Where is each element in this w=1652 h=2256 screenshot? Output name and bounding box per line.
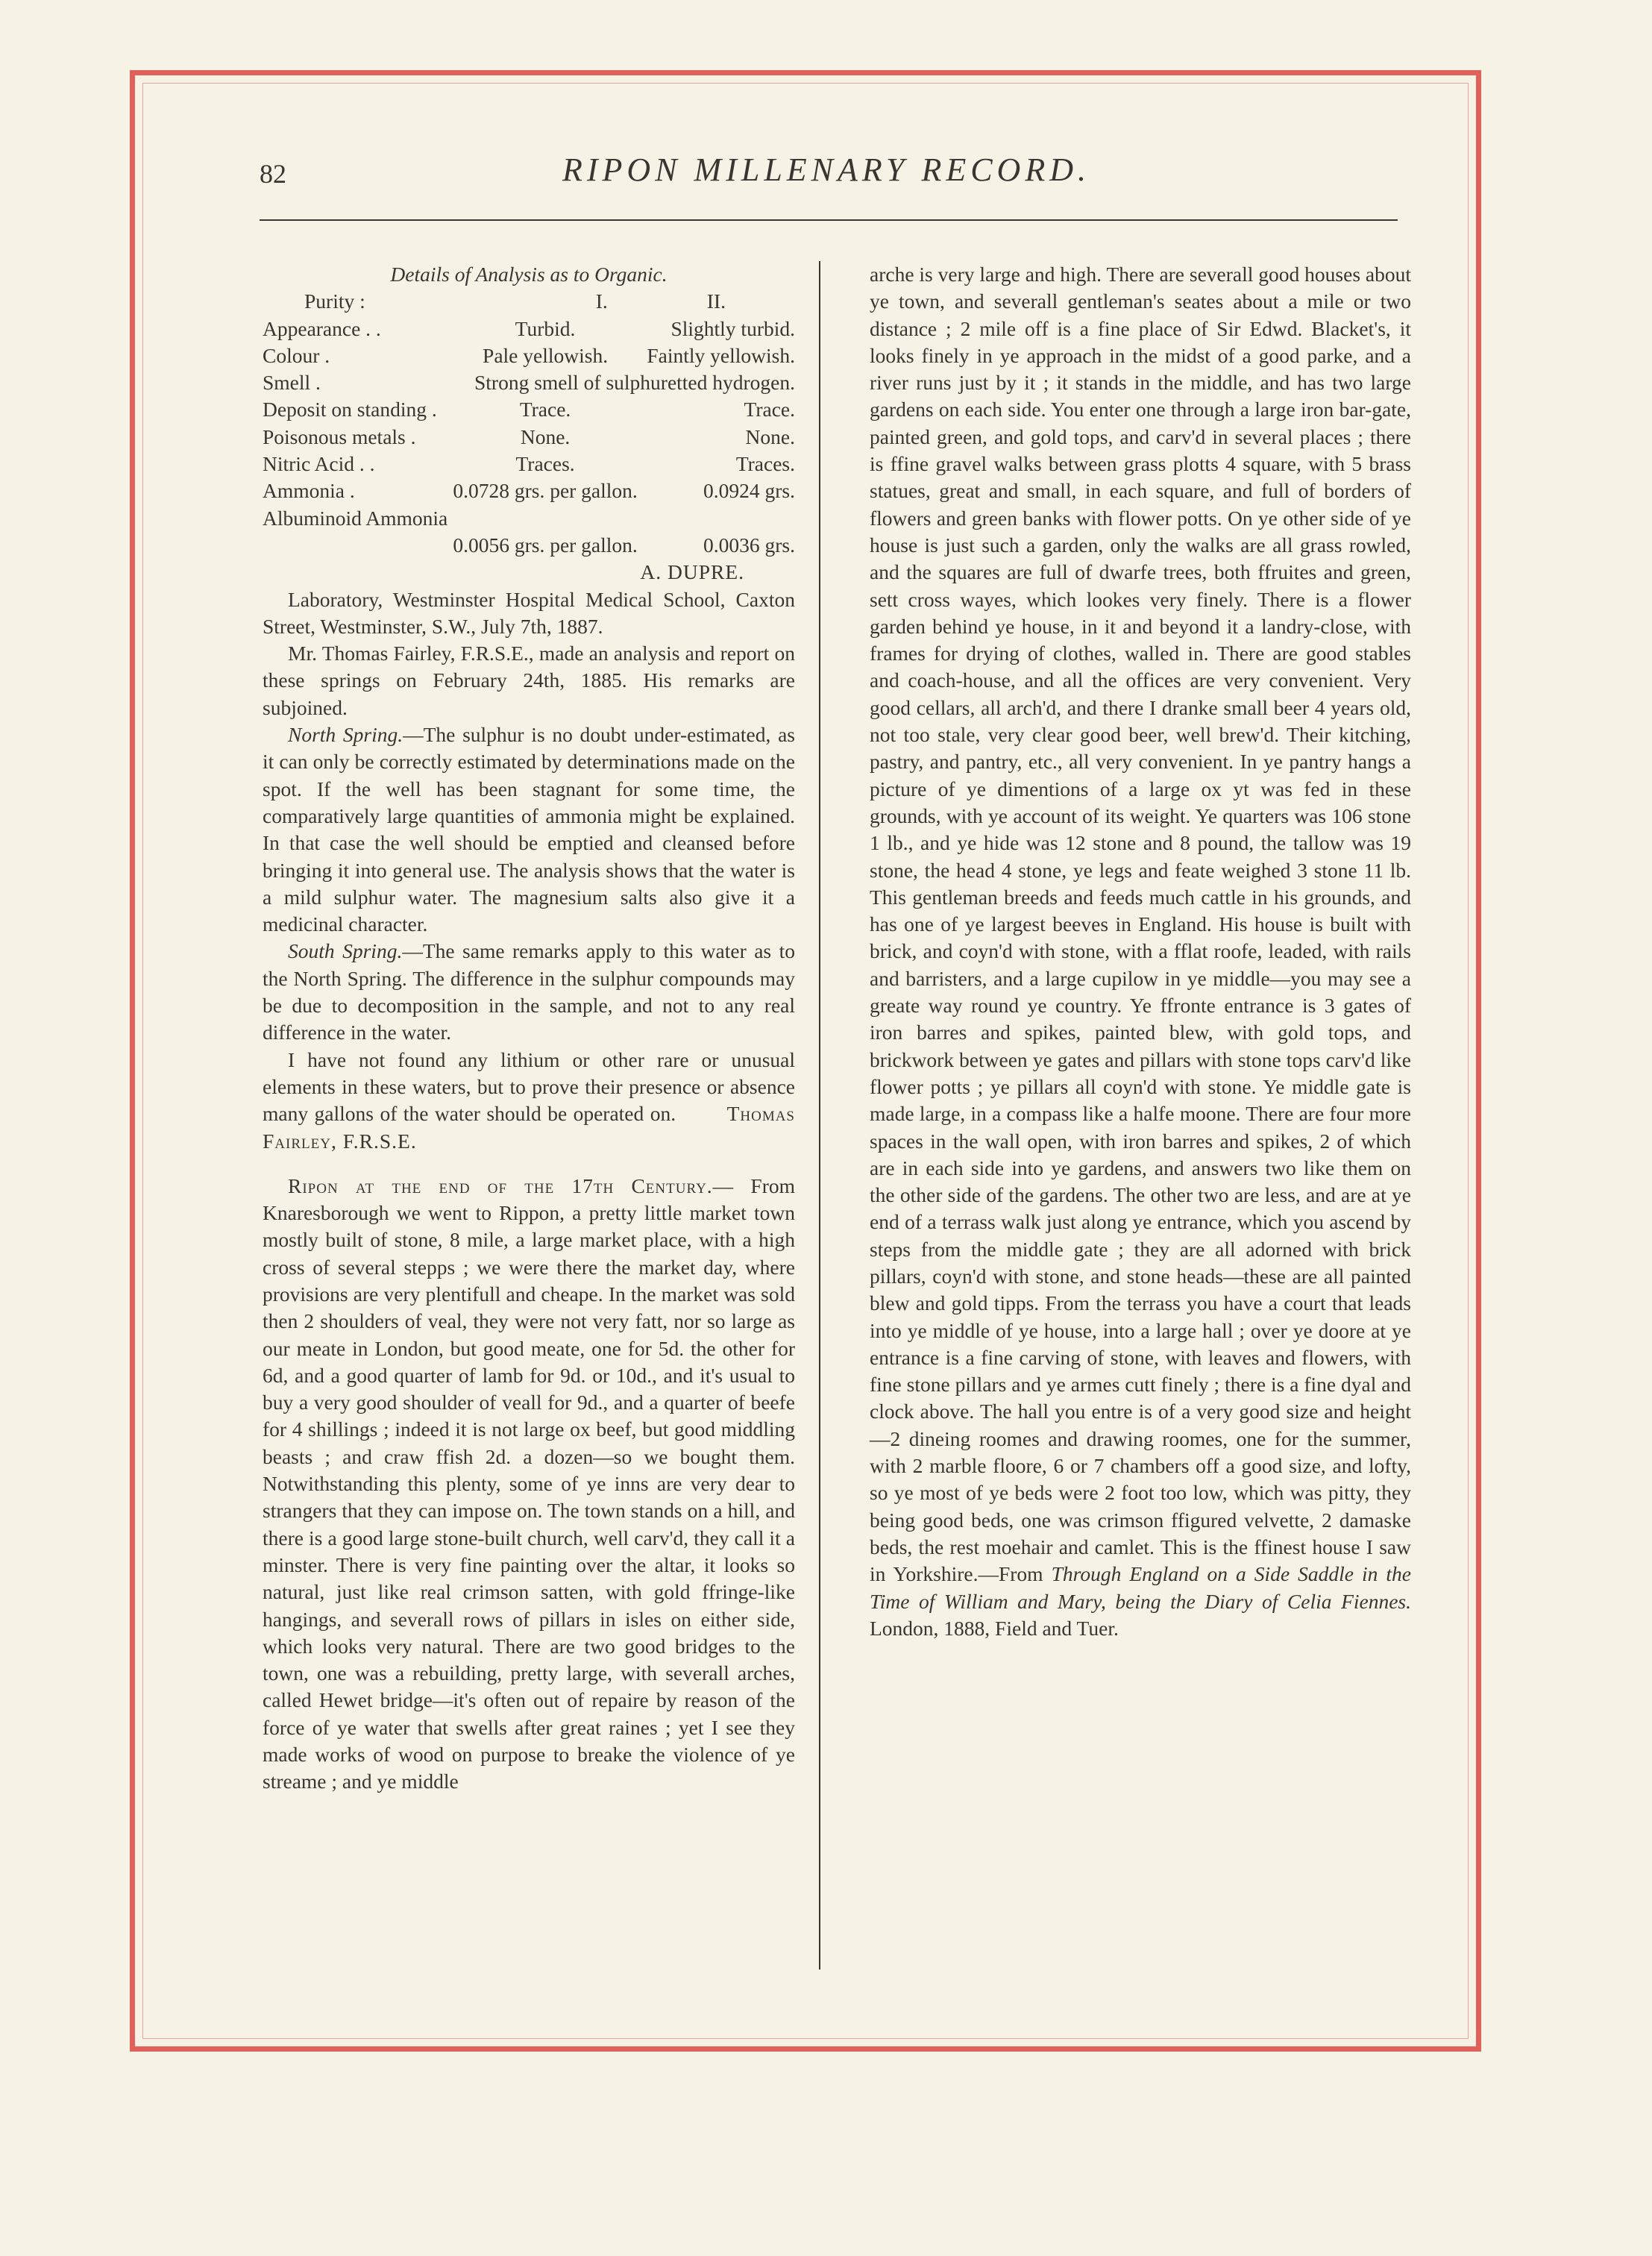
analysis-row-i: Pale yellowish. <box>483 343 609 367</box>
analysis-row-i: Trace. <box>519 398 571 422</box>
running-title: RIPON MILLENARY RECORD. <box>562 151 1090 188</box>
south-spring-text: —The same remarks apply to this water as to the North Spring. The difference in the sulphur compounds may be due to decomposition in the sample, and not to any real difference in the water. <box>263 939 795 1044</box>
analysis-row-label: Colour . <box>263 343 330 367</box>
header-rule <box>260 219 1398 221</box>
lithium-text: I have not found any lithium or other rare or unusual elements in these waters, but to prove their presence or absence many gallons of the water should be operated on. <box>263 1047 795 1126</box>
analysis-row-label <box>263 532 453 559</box>
analysis-row <box>263 369 795 396</box>
analysis-row <box>263 477 795 504</box>
analysis-row-label: Appearance . . <box>263 316 381 340</box>
analysis-row-label: Deposit on standing . <box>263 398 437 422</box>
laboratory-address: Laboratory, Westminster Hospital Medical School, Caxton Street, Westminster, S.W., July 7th, 1887. <box>263 587 795 638</box>
analysis-table <box>263 288 795 559</box>
page-header <box>260 146 1393 198</box>
analysis-row-ii: Slightly turbid. <box>670 316 795 340</box>
analysis-header-i: I. <box>595 289 608 313</box>
analysis-row <box>263 316 795 342</box>
analysis-row-i <box>453 505 637 532</box>
analysis-row <box>263 532 795 559</box>
analysis-header-ii: II. <box>706 289 726 313</box>
left-column <box>263 261 795 1796</box>
lithium-paragraph <box>263 1047 795 1155</box>
south-spring-title: South Spring. <box>288 939 403 963</box>
analysis-header-row <box>263 288 795 315</box>
right-column-text: arche is very large and high. There are severall good houses about ye town, and severall gentleman's seates about a mile or two distance ; 2 mile off is a fine place of Sir Edwd. Blacket's, it looks finely in ye approach in the midst of a good parke, and a river runs just by it ; it stands in the middle, and has two large gardens on each side. You enter one through a large iron bar-gate, painted green, and gold tops, and carv'd in several places ; there is ffine gravel walks between grass plotts 4 square, with 5 brass statues, great and small, in each square, and full of borders of flowers and green banks with flower potts. On ye other side of ye house is just such a garden, only the walks are all grass rowled, and the squares are full of dwarfe trees, both ffruites and green, sett cross wayes, which lookes very finely. There is a flower garden behind ye house, in it and beyond it a landry-close, with frames for drying of clothes, walled in. There are good stables and coach-house, and all the offices are very convenient. Very good cellars, all arch'd, and there I dranke small beer 4 years old, not too stale, very clear good beer, well brew'd. Their kitching, pastry, and pantry, etc., all very convenient. In ye pantry hangs a picture of ye dimentions of a large ox yt was fed in these grounds, with ye account of its weight. Ye quarters was 106 stone 1 lb., and ye hide was 12 stone and 8 pound, the tallow was 19 stone, the head 4 stone, ye legs and feate weighed 3 stone 11 lb. This gentleman breeds and feeds much cattle in his grounds, and has one of ye largest beeves in England. His house is built with brick, and coyn'd with stone, with a fflat roofe, leaded, with rails and barristers, and a large cupilow in ye middle—you may see a greate way round ye country. Ye ffronte entrance is 3 gates of iron barres and spikes, painted blew, with gold tops, and brickwork between ye gates and pillars with stone tops carv'd like flower potts ; ye pillars all coyn'd with stone. Ye middle gate is made large, in a compass like a halfe moone. There are four more spaces in the wall open, with iron barres and spikes, 2 of which are in each side into ye gardens, and answers two like them on the other side of the gardens. The other two are less, and are at ye end of a terrass walk just along ye entrance, which you ascend by steps from the middle gate ; they are all adorned with brick pillars, coyn'd with stone, and stone heads—these are all painted blew and gold tipps. From the terrass you have a court that leads into ye middle of ye house, into a large hall ; over ye doore at ye entrance is a fine carving of stone, with leaves and flowers, with fine stone pillars and ye armes cutt finely ; there is a fine dyal and clock above. The hall you entre is of a very good size and height —2 dineing roomes and drawing roomes, one for the summer, with 2 marble floore, 6 or 7 chambers off a good size, and lofty, so ye most of ye beds were 2 foot too low, which was pitty, they being good beds, one was crimson ffigured velvette, 2 damaske beds, the rest moehair and camlet. This is the ffinest house I saw in Yorkshire.—From <box>870 263 1411 1586</box>
source-title: Through England on a Side Saddle in the Time of William and Mary, being the Diary of Celia Fiennes. <box>870 1562 1412 1613</box>
analysis-row-label: Smell . <box>263 371 321 395</box>
analysis-row <box>263 505 795 532</box>
source-tail: London, 1888, Field and Tuer. <box>870 1616 1119 1640</box>
page-number: 82 <box>260 159 286 189</box>
analysis-row-i: None. <box>520 424 571 448</box>
fairley-intro: Mr. Thomas Fairley, F.R.S.E., made an analysis and report on these springs on February 24th, 1885. His remarks are subjoined. <box>263 642 795 719</box>
analysis-row-i: 0.0728 grs. per gallon. <box>453 479 638 503</box>
analysis-row-ii: Traces. <box>735 452 795 476</box>
analysis-row-ii: 0.0924 grs. <box>703 479 795 503</box>
analysis-row-ii <box>638 505 795 532</box>
analysis-row-i: Turbid. <box>515 316 576 340</box>
ripon-text: From Knaresborough we went to Rippon, a pretty little market town mostly built of stone, 8 mile, a large market place, with a high cross of several stepps ; we were there the market day, where provisions are very plentifull and cheape. In the market was sold then 2 shoulders of veal, they were not very fatt, nor so large as our meate in London, but good meate, one for 5d. the other for 6d, and a good quarter of lamb for 9d. or 10d., and it's usual to buy a very good shoulder of veall for 9d., and a quarter of beefe for 4 shillings ; indeed it is not large ox beef, but good middling beasts ; and craw ffish 2d. a dozen—so we bought them. Notwithstanding this plenty, some of ye inns are very dear to strangers that they can impose on. The town stands on a hill, and there is a good large stone-built church, well carv'd, they call it a minster. There is very fine painting over the altar, it looks so natural, just like real crimson satten, with gold ffringe-like hangings, and severall rows of pillars in isles on either side, which looks very natural. There are two good bridges to the town, one was a rebuilding, pretty large, with severall arches, called Hewet bridge—it's often out of repaire by reason of the force of ye water that swells after great raines ; yet I see they made works of wood on purpose to breake the violence of ye streame ; and ye middle <box>263 1174 795 1793</box>
analysis-caption: Details of Analysis as to Organic. <box>390 263 668 286</box>
right-column-paragraph <box>870 261 1411 1642</box>
analysis-row-i: 0.0056 grs. per gallon. <box>453 533 638 557</box>
analysis-header-label: Purity : <box>304 289 365 313</box>
analysis-row-label: Poisonous metals . <box>263 424 416 448</box>
analysis-row-label: Ammonia . <box>263 479 355 503</box>
analysis-row-ii: Trace. <box>744 398 795 422</box>
analysis-row-label: Nitric Acid . . <box>263 452 375 476</box>
north-spring-text: —The sulphur is no doubt under-estimated, as it can only be correctly estimated by determinations made on the spot. If the well has been stagnant for some time, the comparatively large quantities of ammonia might be explained. In that case the well should be emptied and cleansed before bringing it into general use. The analysis shows that the water is a mild sulphur water. The magnesium salts also give it a medicinal character. <box>263 723 796 936</box>
analysis-row-ii: Faintly yellowish. <box>647 343 795 367</box>
analysis-row <box>263 396 795 423</box>
analysis-row-combined: Strong smell of sulphuretted hydrogen. <box>474 371 795 395</box>
analysis-row-label: Albuminoid Ammonia <box>263 506 448 530</box>
analysis-row-i: Traces. <box>515 452 575 476</box>
analysis-row <box>263 424 795 451</box>
ripon-heading: Ripon at the end of the 17th Century.— <box>288 1174 735 1197</box>
ripon-paragraph <box>263 1173 795 1796</box>
analysis-row <box>263 451 795 477</box>
south-spring-paragraph <box>263 938 795 1046</box>
fairley-signature: Thomas Fairley, F.R.S.E. <box>263 1102 796 1153</box>
analysis-row-ii: None. <box>745 424 795 448</box>
right-column <box>870 261 1411 1642</box>
north-spring-paragraph <box>263 721 795 938</box>
analysis-row <box>263 342 795 369</box>
analysis-rows <box>263 316 795 560</box>
analysis-row-ii: 0.0036 grs. <box>703 533 795 557</box>
dupre-signature: A. DUPRE. <box>640 560 744 584</box>
section-gap <box>263 1155 795 1173</box>
north-spring-title: North Spring. <box>288 723 403 747</box>
column-divider <box>819 261 820 1970</box>
